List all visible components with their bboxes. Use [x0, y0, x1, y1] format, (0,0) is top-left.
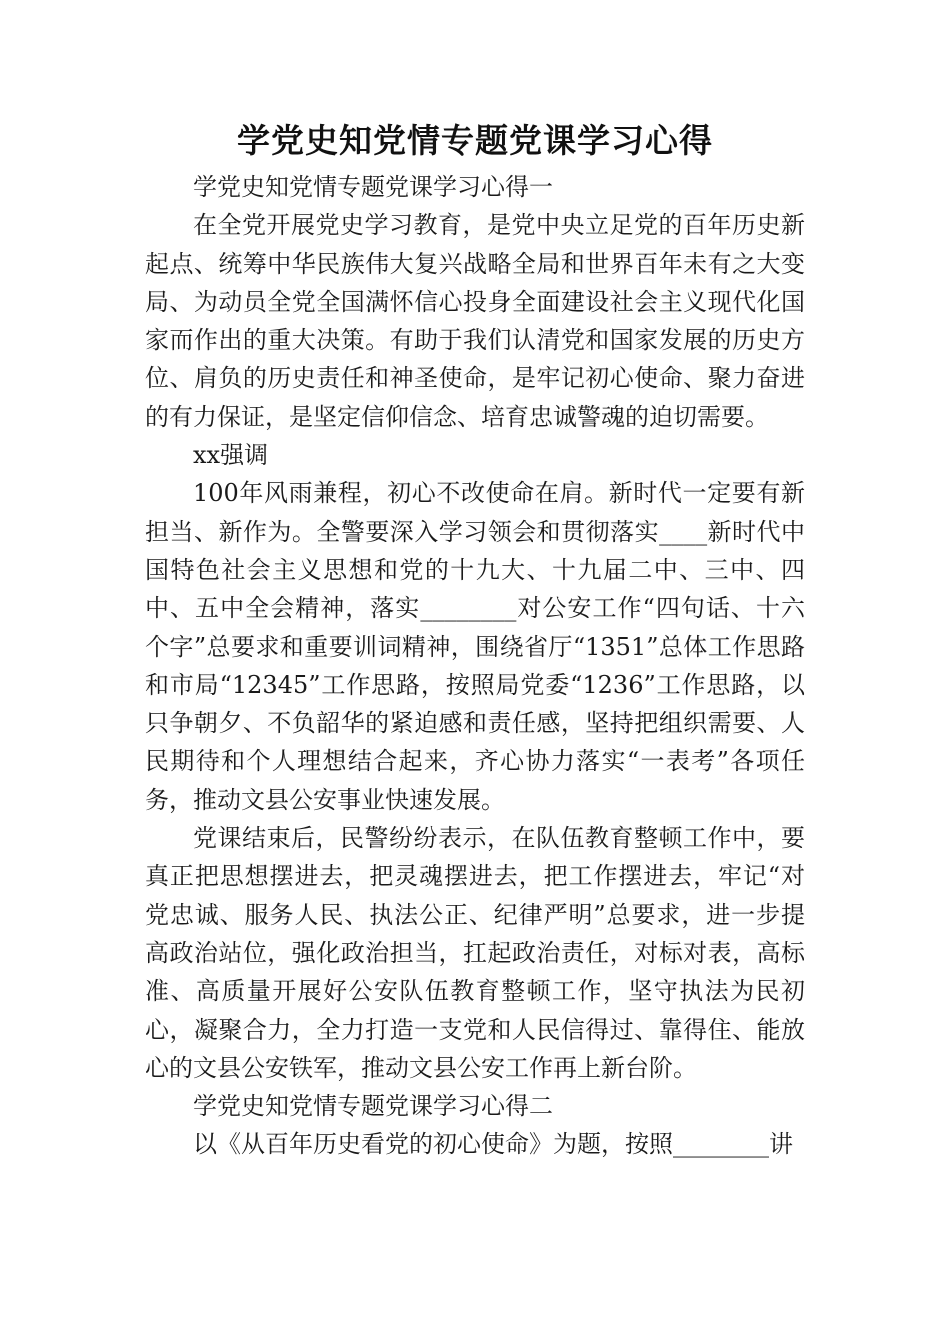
section-heading-2: 学党史知党情专题党课学习心得二: [193, 1092, 553, 1121]
paragraph-centennial: 100年风雨兼程，初心不改使命在肩。新时代一定要有新担当、新作为。全警要深入学习领会和贯彻落实____新时代中国特色社会主义思想和党的十九大、十九届二中、三中、四中、五中全会精神，落实________对公安工作“四句话、十六个字”总要求和重要训词精神，围绕省厅“1351”总体工作思路和市局“12345”工作思路，按照局党委“1236”工作思路，以只争朝夕、不负韶华的紧迫感和责任感，坚持把组织需要、人民期待和个人理想结合起来，齐心协力落实“一表考”各项任务，推动文县公安事业快速发展。: [145, 479, 805, 814]
paragraph-after-lesson: 党课结束后，民警纷纷表示，在队伍教育整顿工作中，要真正把思想摆进去，把灵魂摆进去，把工作摆进去，牢记“对党忠诚、服务人民、执法公正、纪律严明”总要求，进一步提高政治站位，强化政治担当，扛起政治责任，对标对表，高标准、高质量开展好公安队伍教育整顿工作，坚守执法为民初心，凝聚合力，全力打造一支党和人民信得过、靠得住、能放心的文县公安铁军，推动文县公安工作再上新台阶。: [145, 824, 805, 1082]
paragraph-section-2-start: 以《从百年历史看党的初心使命》为题，按照________讲: [193, 1130, 793, 1159]
paragraph-emphasis: xx强调: [193, 441, 269, 470]
paragraph-intro: 在全党开展党史学习教育，是党中央立足党的百年历史新起点、统筹中华民族伟大复兴战略全局和世界百年未有之大变局、为动员全党全国满怀信心投身全面建设社会主义现代化国家而作出的重大决策。有助于我们认清党和国家发展的历史方位、肩负的历史责任和神圣使命，是牢记初心使命、聚力奋进的有力保证，是坚定信仰信念、培育忠诚警魂的迫切需要。: [145, 211, 805, 431]
document-title: 学党史知党情专题党课学习心得: [237, 121, 713, 160]
section-heading-1: 学党史知党情专题党课学习心得一: [193, 173, 553, 201]
